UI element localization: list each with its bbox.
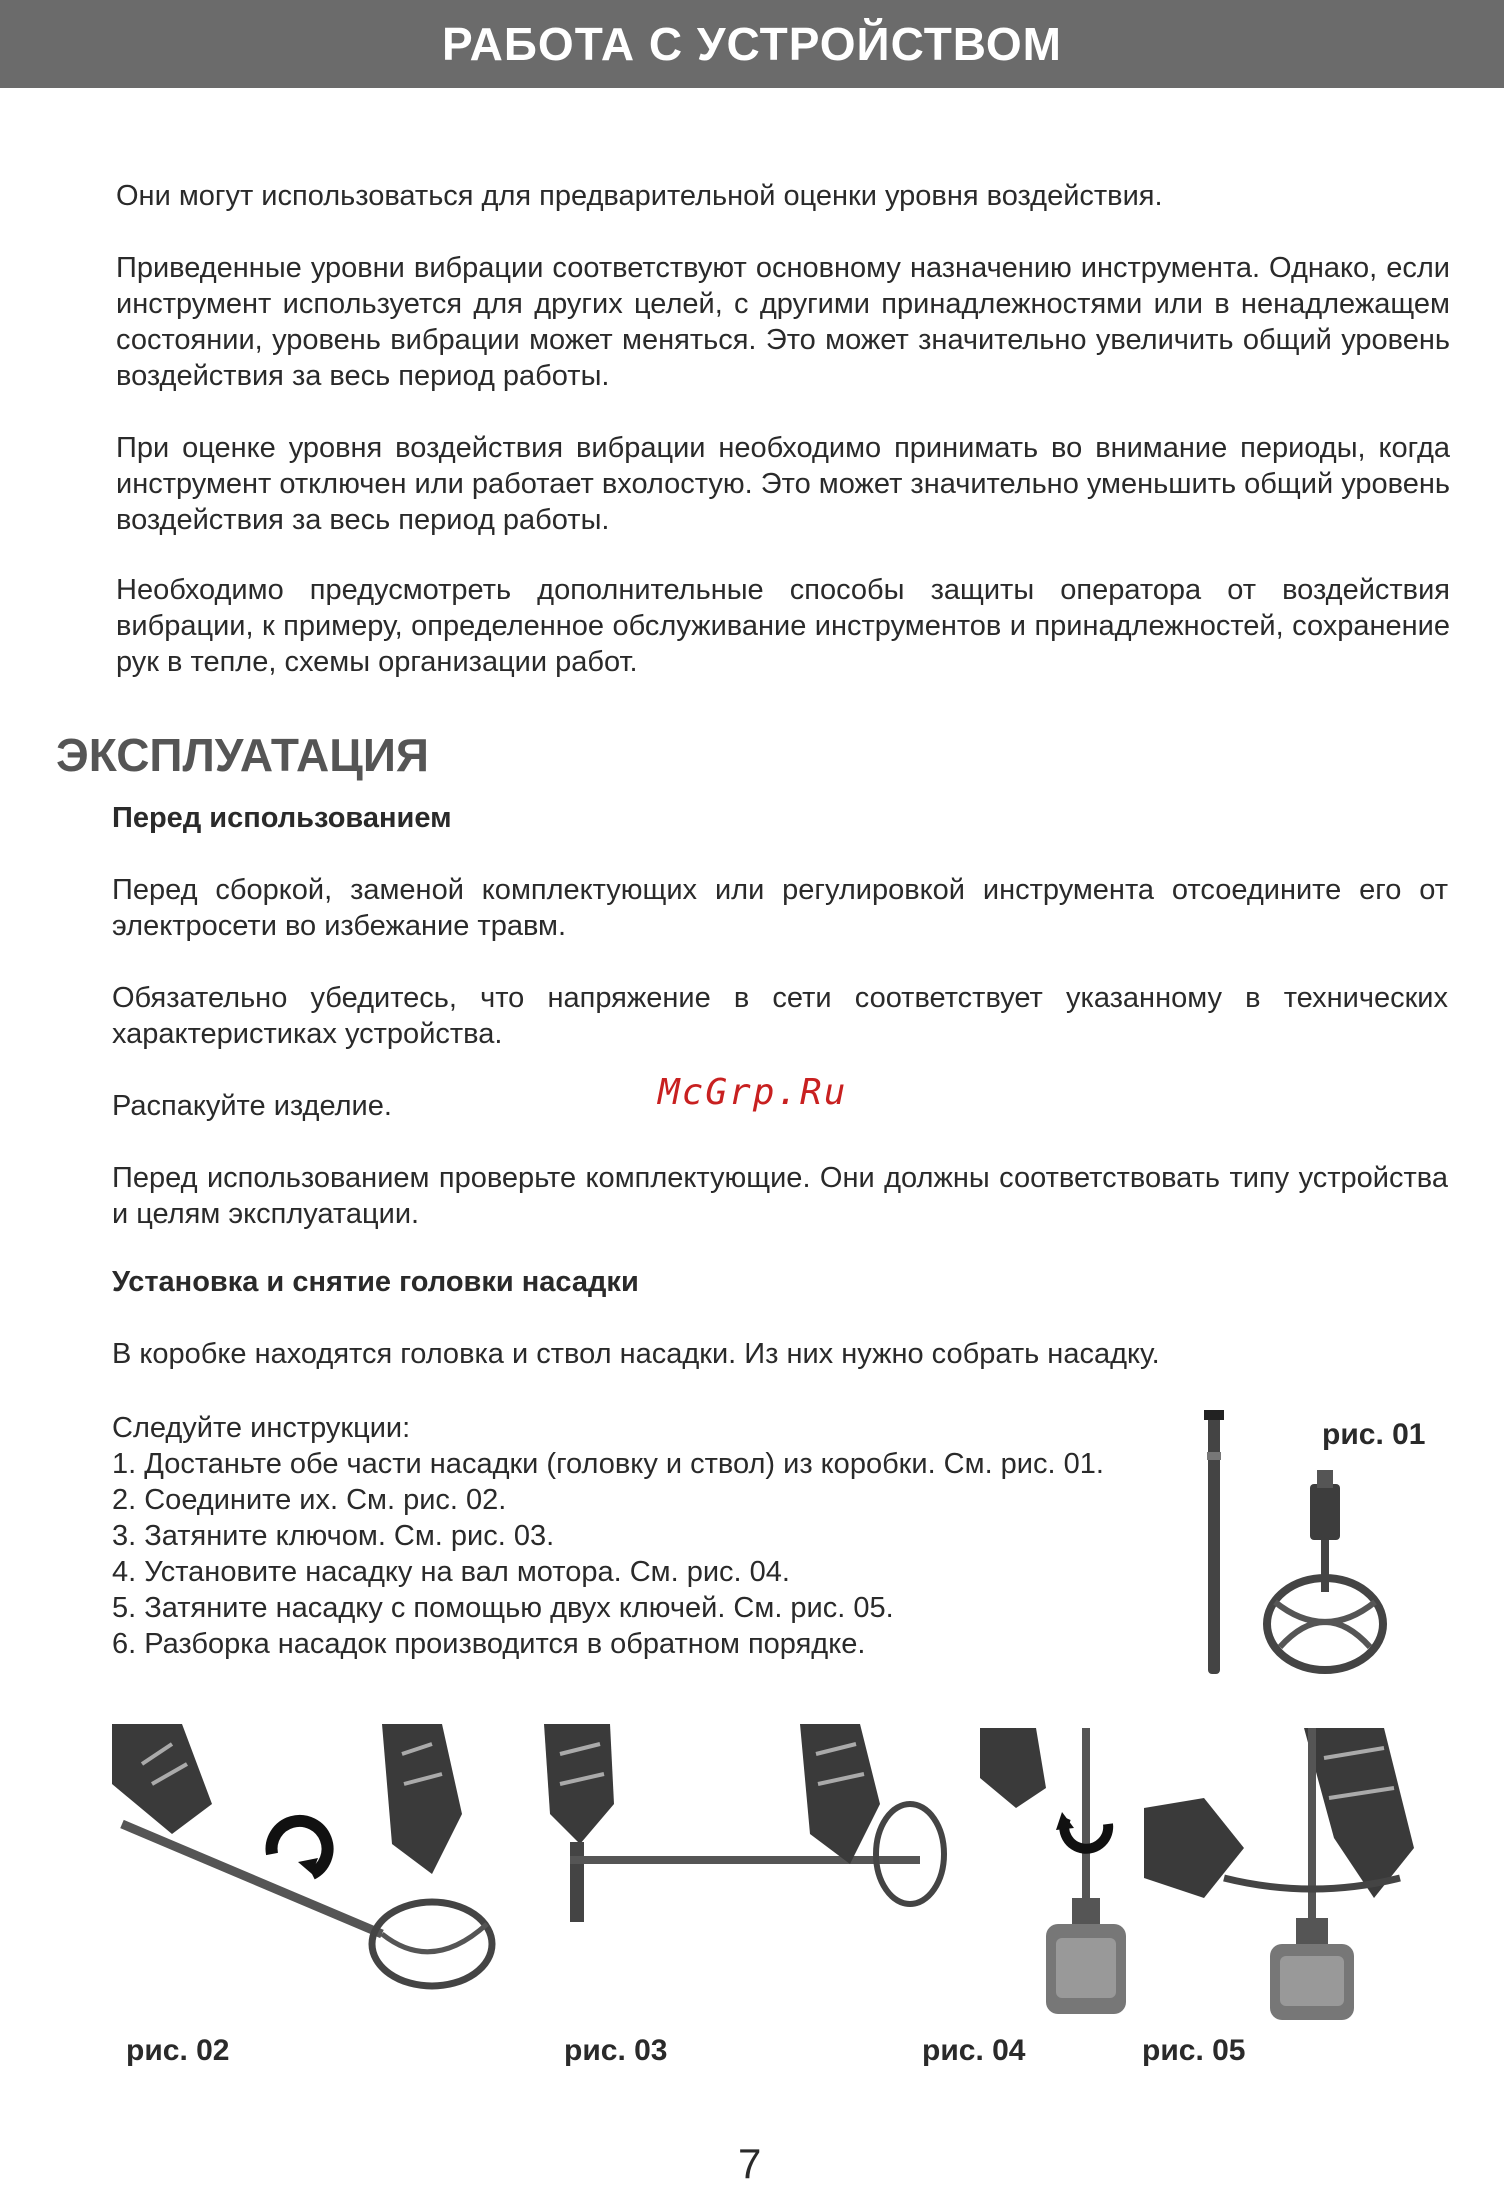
install-heading: Установка и снятие головки насадки	[112, 1266, 639, 1298]
install-steps-intro: Следуйте инструкции:	[112, 1412, 411, 1444]
fig02-label: рис. 02	[126, 2034, 230, 2067]
page-header	[0, 0, 1504, 88]
install-step-2: 2. Соедините их. См. рис. 02.	[112, 1484, 507, 1516]
fig05-photo	[1144, 1728, 1444, 2028]
intro-paragraph-1: Они могут использоваться для предварительной оценки уровня воздействия.	[116, 180, 1163, 212]
install-paragraph: В коробке находятся головка и ствол насадки. Из них нужно собрать насадку.	[112, 1338, 1160, 1370]
fig02-photo	[112, 1724, 512, 2004]
install-step-4: 4. Установите насадку на вал мотора. См. рис. 04.	[112, 1556, 790, 1588]
page-header-title: РАБОТА С УСТРОЙСТВОМ	[442, 18, 1062, 70]
before-use-paragraph-4: Перед использованием проверьте комплектующие. Они должны соответствовать типу устройства и целям эксплуатации.	[112, 1162, 1448, 1230]
intro-paragraph-3: При оценке уровня воздействия вибрации необходимо принимать во внимание периоды, когда инструмент отключен или работает вхолостую. Это может значительно уменьшить общий уровень воздействия за весь период работы.	[116, 432, 1450, 536]
before-use-paragraph-2: Обязательно убедитесь, что напряжение в сети соответствует указанному в технических характеристиках устройства.	[112, 982, 1448, 1050]
fig01-label: рис. 01	[1322, 1418, 1426, 1451]
before-use-paragraph-3: Распакуйте изделие.	[112, 1090, 392, 1122]
install-step-3: 3. Затяните ключом. См. рис. 03.	[112, 1520, 555, 1552]
before-use-heading: Перед использованием	[112, 802, 452, 834]
fig04-label: рис. 04	[922, 2034, 1026, 2067]
intro-paragraph-4: Необходимо предусмотреть дополнительные способы защиты оператора от воздействия вибрации, к примеру, определенное обслуживание инструментов и принадлежностей, сохранение рук в тепле, схемы организации работ.	[116, 574, 1450, 678]
watermark: McGrp.Ru	[658, 1072, 848, 1113]
fig03-label: рис. 03	[564, 2034, 668, 2067]
fig04-photo	[976, 1728, 1126, 2028]
install-step-6: 6. Разборка насадок производится в обратном порядке.	[112, 1628, 866, 1660]
before-use-paragraph-1: Перед сборкой, заменой комплектующих или регулировкой инструмента отсоедините его от электросети во избежание травм.	[112, 874, 1448, 942]
fig05-label: рис. 05	[1142, 2034, 1246, 2067]
section-title: ЭКСПЛУАТАЦИЯ	[56, 729, 429, 781]
install-step-5: 5. Затяните насадку с помощью двух ключей. См. рис. 05.	[112, 1592, 894, 1624]
page-number: 7	[738, 2140, 762, 2187]
fig01-paddle-photo	[1190, 1392, 1440, 1692]
install-step-1: 1. Достаньте обе части насадки (головку и ствол) из коробки. См. рис. 01.	[112, 1448, 1104, 1480]
intro-paragraph-2: Приведенные уровни вибрации соответствуют основному назначению инструмента. Однако, если инструмент используется для других целей, с другими принадлежностями или в ненадлежащем состоянии, уровень вибрации может меняться. Это может значительно увеличить общий уровень воздействия за весь период работы.	[116, 252, 1450, 392]
install-steps-list	[112, 1410, 1104, 1662]
fig03-photo	[540, 1724, 950, 1984]
